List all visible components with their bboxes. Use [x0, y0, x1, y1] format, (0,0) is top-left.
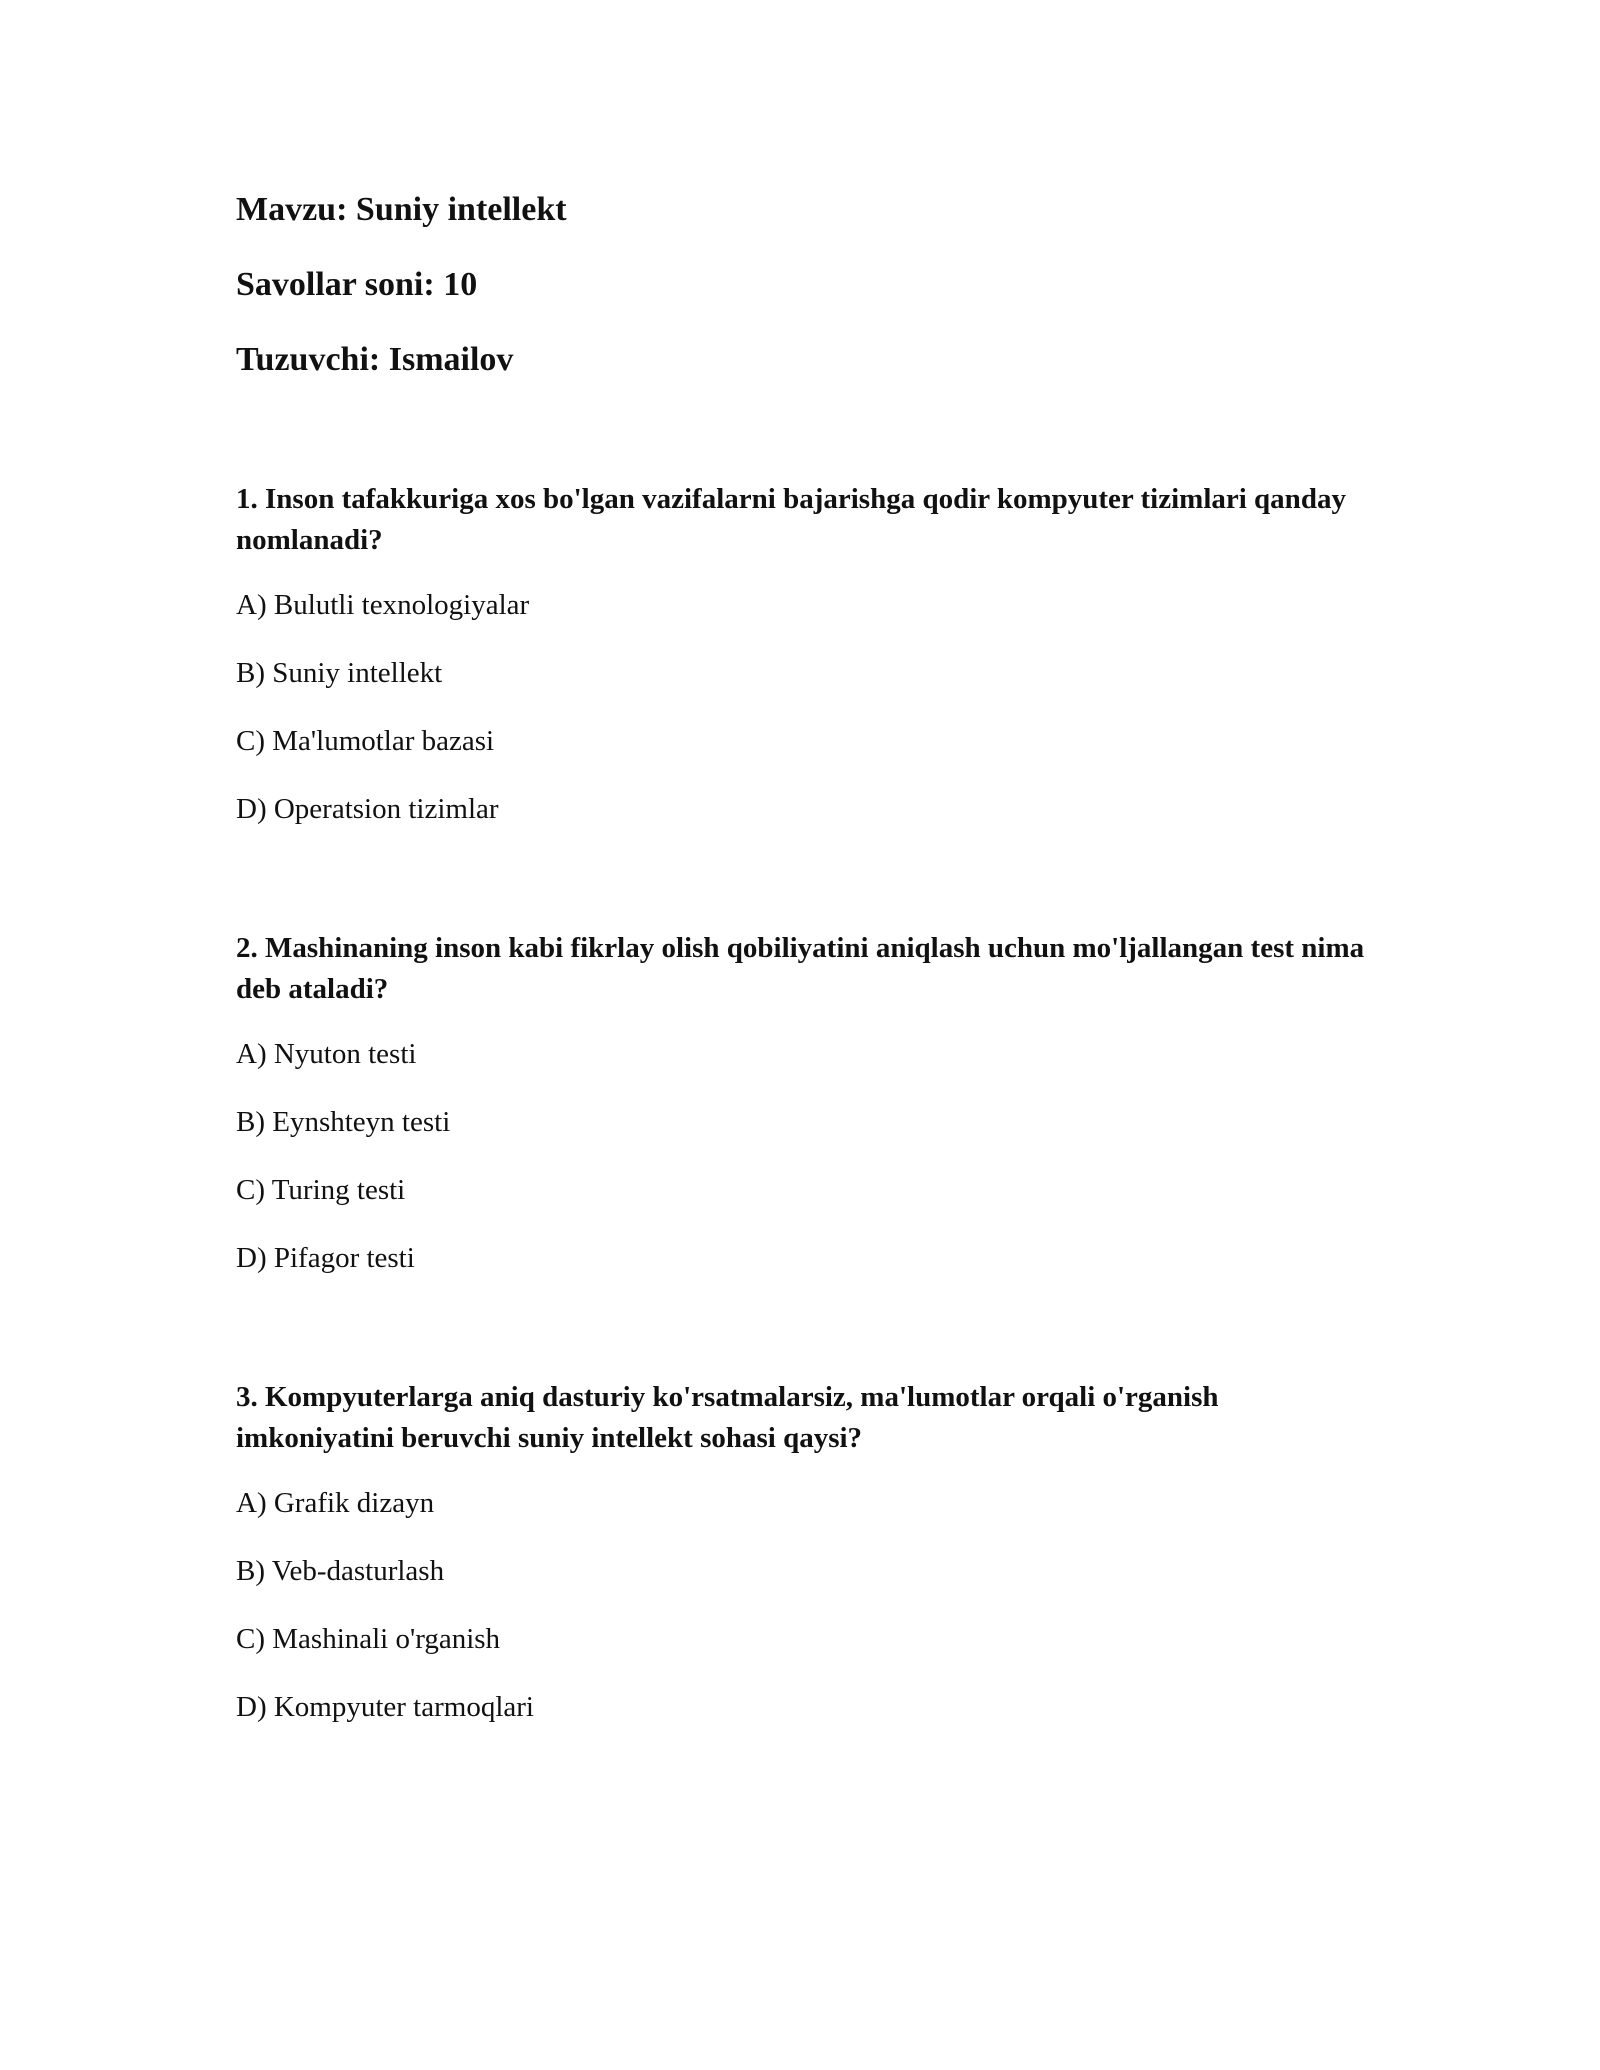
option-c: C) Ma'lumotlar bazasi	[236, 725, 495, 757]
question-2	[236, 928, 1366, 1274]
option-b: B) Suniy intellekt	[236, 657, 443, 689]
option-a: A) Grafik dizayn	[236, 1487, 435, 1519]
option-a: A) Bulutli texnologiyalar	[236, 589, 530, 621]
question-3	[236, 1377, 1366, 1723]
option-d: D) Operatsion tizimlar	[236, 793, 499, 825]
option-c: C) Mashinali o'rganish	[236, 1623, 501, 1655]
question-1	[236, 479, 1366, 825]
question-text: 3. Kompyuterlarga aniq dasturiy ko'rsatmalarsiz, ma'lumotlar orqali o'rganish imkoniyatini beruvchi suniy intellekt sohasi qaysi?	[236, 1381, 1219, 1454]
option-b: B) Eynshteyn testi	[236, 1106, 451, 1138]
option-d: D) Kompyuter tarmoqlari	[236, 1691, 534, 1723]
question-count-heading: Savollar soni: 10	[236, 266, 478, 303]
option-c: C) Turing testi	[236, 1174, 406, 1206]
question-text: 2. Mashinaning inson kabi fikrlay olish qobiliyatini aniqlash uchun mo'ljallangan test nima deb ataladi?	[236, 932, 1365, 1005]
option-b: B) Veb-dasturlash	[236, 1555, 445, 1587]
topic-heading: Mavzu: Suniy intellekt	[236, 191, 567, 228]
question-text: 1. Inson tafakkuriga xos bo'lgan vazifalarni bajarishga qodir kompyuter tizimlari qanday nomlanadi?	[236, 483, 1346, 556]
option-d: D) Pifagor testi	[236, 1242, 415, 1274]
author-heading: Tuzuvchi: Ismailov	[236, 341, 514, 378]
option-a: A) Nyuton testi	[236, 1038, 417, 1070]
